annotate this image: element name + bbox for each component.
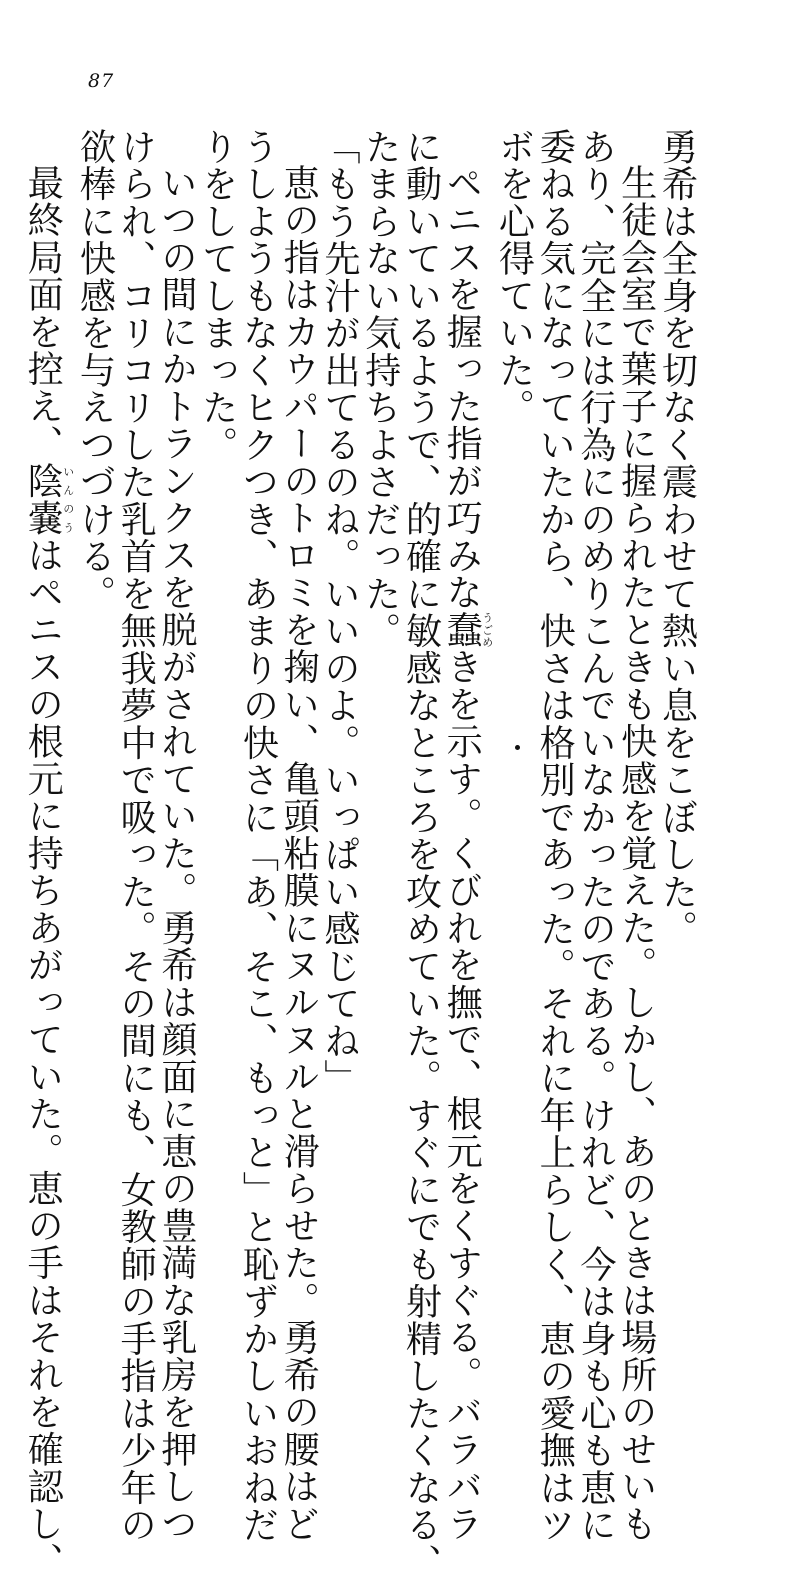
text-line: 生徒会室で葉子に握られたときも快感を覚えた。しかし、あのときは場所のせいも [615,164,659,1543]
text-line: ボを心得ていた。 [493,128,536,426]
text-segment: きを示す。くびれを撫で、根元をくすぐる。バラバラ [440,648,484,1543]
ruby-ugome: 蠢うごめ [440,611,494,649]
text-line: りをしてしまった。 [196,128,240,464]
text-segment: 最終局面を控え、 [21,164,65,463]
text-line: 勇希は全身を切なく震わせて熱い息をこぼした。 [656,128,699,948]
text-line: たまらない気持ちよさだった。 [359,128,403,650]
page-number: 87 [88,70,115,92]
text-line: 恵の指はカウパーのトロミを掬い、亀頭粘膜にヌルヌルと滑らせた。勇希の腰はど [277,164,321,1543]
text-line: 欲棒に快感を与えつづける。 [74,128,117,613]
dialogue-line: 「もう先汁が出てるのね。いいのよ。いっぱい感じてね」 [318,128,362,1097]
text-line: 委ねる気になっていたから、快さは格別であった。それに年上らしく、恵の愛撫はツ [533,128,577,1544]
text-line: に動いているようで、的確に敏感なところを攻めていた。すぐにでも射精したくなる、 [400,128,443,1581]
text-line: けられ、コリコリした乳首を無我夢中で吸った。その間にも、女教師の手指は少年の [114,128,158,1544]
ruby-innou: 陰嚢いんのう [21,462,75,537]
text-segment: はペニスの根元に持ちあがっていた。恵の手はそれを確認し、 [21,536,65,1580]
text-line [440,128,494,1543]
ink-speck [515,745,520,750]
text-segment: ペニスを握った指が巧みな [440,164,484,612]
text-line: うしようもなくヒクつき、あまりの快さに「あ、そこ、もっと」と恥ずかしいおねだ [237,128,280,1544]
vertical-text-body [21,128,699,1581]
text-line [21,128,75,1580]
text-line: あり、完全には行為にのめりこんでいなかったのである。けれど、今は身も心も恵に [574,128,618,1544]
text-line: いつの間にかトランクスを脱がされていた。勇希は顔面に恵の豊満な乳房を押しつ [155,164,199,1543]
